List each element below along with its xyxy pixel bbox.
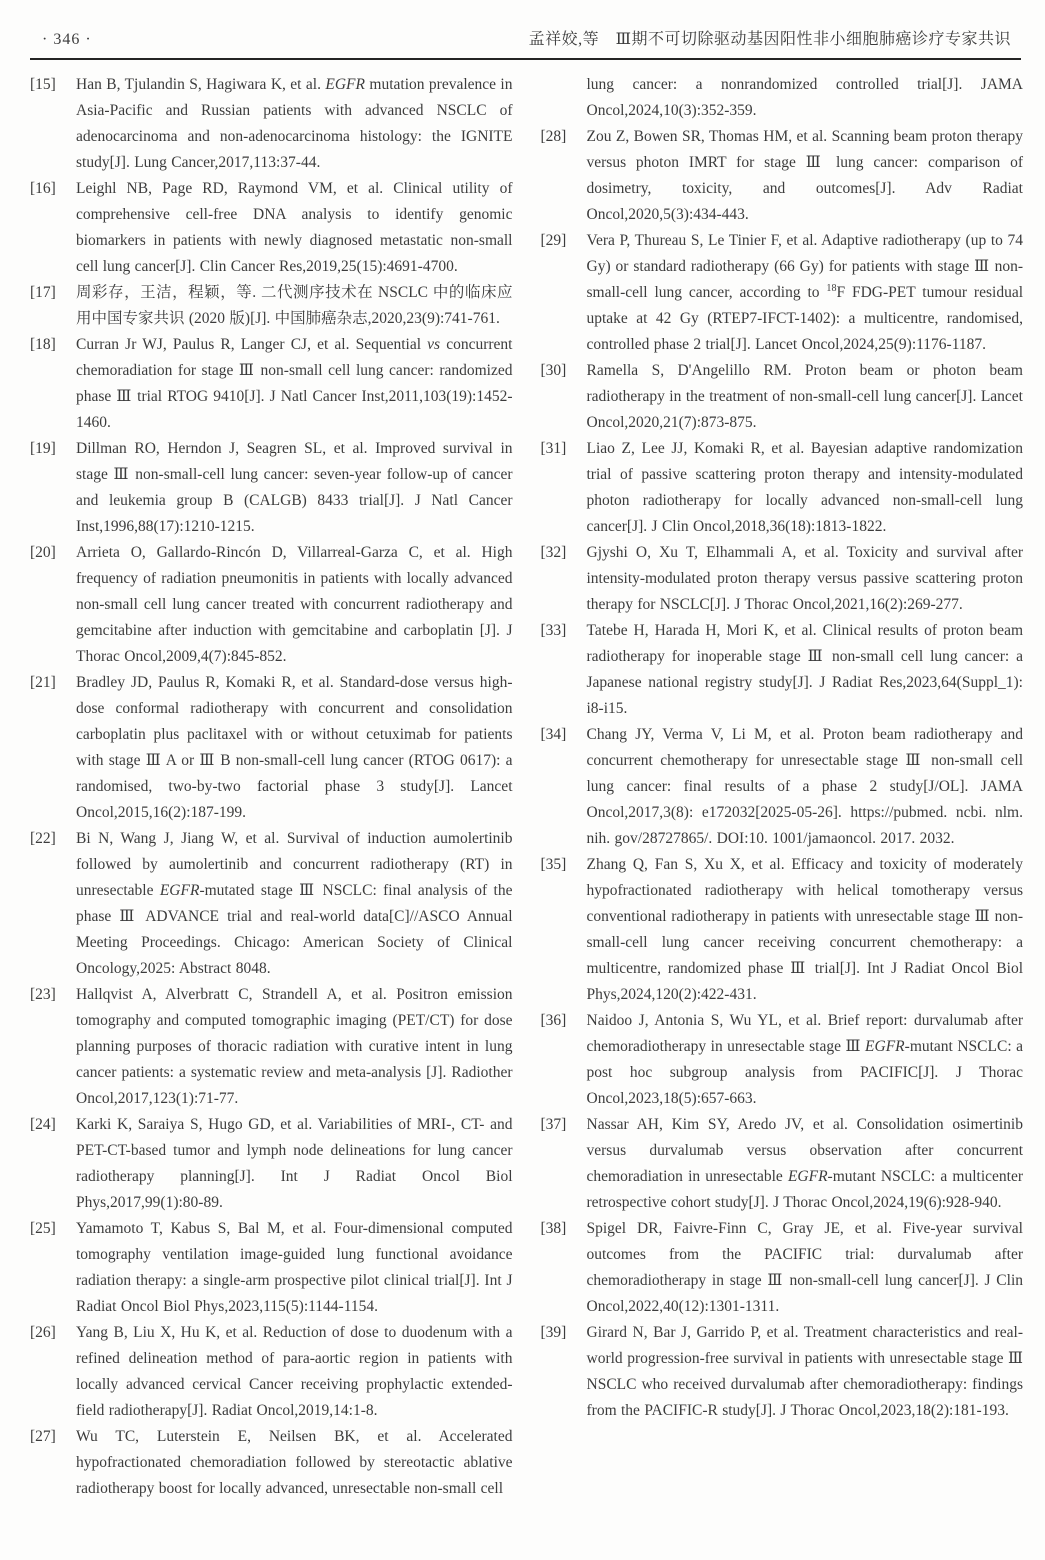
reference-entry xyxy=(30,1424,513,1502)
reference-text: Girard N, Bar J, Garrido P, et al. Treatment characteristics and real-world progression-free survival in patients with unresectable stage Ⅲ NSCLC who received durvalumab after chemoradiotherapy: findings from the PACIFIC-R study[J]. J Thorac Oncol,2023,18(2):181-193. xyxy=(586,1324,1023,1419)
reference-number: [15] xyxy=(30,76,56,93)
reference-number: [38] xyxy=(540,1220,567,1237)
reference-number: [22] xyxy=(30,830,56,847)
reference-entry xyxy=(541,436,1024,540)
reference-text: Nassar AH, Kim SY, Aredo JV, et al. Consolidation osimertinib versus durvalumab versus observation after concurrent chemoradiation in unresectable EGFR-mutant NSCLC: a multicenter retrospective cohort study[J]. J Thorac Oncol,2024,19(6):928-940. xyxy=(586,1116,1023,1211)
reference-entry xyxy=(541,852,1024,1008)
reference-number: [24] xyxy=(30,1116,56,1133)
reference-text: 周彩存，王洁，程颖，等. 二代测序技术在 NSCLC 中的临床应用中国专家共识 (2020 版)[J]. 中国肺癌杂志,2020,23(9):741-761. xyxy=(76,284,513,327)
reference-entry xyxy=(541,540,1024,618)
reference-number: [23] xyxy=(30,986,56,1003)
reference-entry xyxy=(541,618,1024,722)
reference-text: Chang JY, Verma V, Li M, et al. Proton beam radiotherapy and concurrent chemotherapy for unresectable stage Ⅲ non-small cell lung cancer: final results of a phase 2 study[J/OL]. JAMA Oncol,2017,3(8): e172032[2025-05-26]. https://pubmed. ncbi. nlm. nih. gov/28727865/. DOI:10. 1001/jamaoncol. 2017. 2032. xyxy=(586,726,1023,847)
reference-entry xyxy=(541,1216,1024,1320)
reference-entry xyxy=(541,72,1024,124)
reference-number: [29] xyxy=(540,232,567,249)
reference-entry xyxy=(541,1008,1024,1112)
reference-number: [30] xyxy=(540,362,567,379)
reference-number: [25] xyxy=(30,1220,56,1237)
header-rule xyxy=(30,58,1021,60)
references-column-right xyxy=(541,72,1024,1502)
reference-text: Tatebe H, Harada H, Mori K, et al. Clinical results of proton beam radiotherapy for inoperable stage Ⅲ non-small cell lung cancer: a Japanese national registry study[J]. J Radiat Res,2023,64(Suppl_1): i8-i15. xyxy=(586,622,1023,717)
reference-text: Ramella S, D'Angelillo RM. Proton beam or photon beam radiotherapy in the treatment of non-small-cell lung cancer[J]. Lancet Oncol,2020,21(7):873-875. xyxy=(586,362,1023,431)
reference-entry xyxy=(30,670,513,826)
reference-text: Han B, Tjulandin S, Hagiwara K, et al. EGFR mutation prevalence in Asia-Pacific and Russian patients with advanced NSCLC of adenocarcinoma and non-adenocarcinoma histology: the IGNITE study[J]. Lung Cancer,2017,113:37-44. xyxy=(76,76,513,171)
reference-text: Yamamoto T, Kabus S, Bal M, et al. Four-dimensional computed tomography ventilation image-guided lung functional avoidance radiation therapy: a single-arm prospective pilot clinical trial[J]. Int J Radiat Oncol Biol Phys,2023,115(5):1144-1154. xyxy=(76,1220,513,1315)
reference-text: Gjyshi O, Xu T, Elhammali A, et al. Toxicity and survival after intensity-modulated proton therapy versus passive scattering proton therapy for NSCLC[J]. J Thorac Oncol,2021,16(2):269-277. xyxy=(586,544,1023,613)
reference-text: Naidoo J, Antonia S, Wu YL, et al. Brief report: durvalumab after chemoradiotherapy in unresectable stage Ⅲ EGFR-mutant NSCLC: a post hoc subgroup analysis from PACIFIC[J]. J Thorac Oncol,2023,18(5):657-663. xyxy=(586,1012,1023,1107)
reference-entry xyxy=(30,982,513,1112)
reference-text: Wu TC, Luterstein E, Neilsen BK, et al. Accelerated hypofractionated chemoradiation followed by stereotactic ablative radiotherapy boost for locally advanced, unresectable non-small cell xyxy=(76,1428,513,1497)
reference-entry xyxy=(30,436,513,540)
reference-entry xyxy=(541,1320,1024,1424)
reference-entry xyxy=(30,1320,513,1424)
page-header xyxy=(30,20,1023,58)
reference-entry xyxy=(541,722,1024,852)
reference-entry xyxy=(541,1112,1024,1216)
references-column-left xyxy=(30,72,513,1502)
references-section xyxy=(30,72,1023,1502)
reference-text: Bi N, Wang J, Jiang W, et al. Survival of induction aumolertinib followed by aumolertinib and concurrent radiotherapy (RT) in unresectable EGFR-mutated stage Ⅲ NSCLC: final analysis of the phase Ⅲ ADVANCE trial and real-world data[C]//ASCO Annual Meeting Proceedings. Chicago: American Society of Clinical Oncology,2025: Abstract 8048. xyxy=(76,830,513,977)
reference-number: [26] xyxy=(30,1324,56,1341)
reference-number: [35] xyxy=(540,856,567,873)
reference-number: [39] xyxy=(540,1324,567,1341)
reference-text: Hallqvist A, Alverbratt C, Strandell A, et al. Positron emission tomography and computed tomographic imaging (PET/CT) for dose planning purposes of thoracic radiation with curative intent in lung cancer patients: a systematic review and meta-analysis [J]. Radiother Oncol,2017,123(1):71-77. xyxy=(76,986,513,1107)
reference-entry xyxy=(30,826,513,982)
reference-entry xyxy=(30,72,513,176)
running-title: 孟祥姣,等 Ⅲ期不可切除驱动基因阳性非小细胞肺癌诊疗专家共识 xyxy=(528,31,1011,48)
reference-number: [17] xyxy=(30,284,56,301)
reference-entry xyxy=(541,358,1024,436)
reference-number: [28] xyxy=(540,128,567,145)
reference-entry xyxy=(30,540,513,670)
reference-text: Dillman RO, Herndon J, Seagren SL, et al. Improved survival in stage Ⅲ non-small-cell lung cancer: seven-year follow-up of cancer and leukemia group B (CALGB) 8433 trial[J]. J Natl Cancer Inst,1996,88(17):1210-1215. xyxy=(76,440,513,535)
reference-entry xyxy=(541,228,1024,358)
reference-number: [16] xyxy=(30,180,56,197)
reference-number: [20] xyxy=(30,544,56,561)
reference-number: [18] xyxy=(30,336,56,353)
reference-text: lung cancer: a nonrandomized controlled trial[J]. JAMA Oncol,2024,10(3):352-359. xyxy=(586,76,1023,119)
reference-number: [37] xyxy=(540,1116,567,1133)
reference-text: Zou Z, Bowen SR, Thomas HM, et al. Scanning beam proton therapy versus photon IMRT for stage Ⅲ lung cancer: comparison of dosimetry, toxicity, and outcomes[J]. Adv Radiat Oncol,2020,5(3):434-443. xyxy=(586,128,1023,223)
reference-entry xyxy=(30,1216,513,1320)
reference-text: Karki K, Saraiya S, Hugo GD, et al. Variabilities of MRI-, CT- and PET-CT-based tumor and lymph node delineations for lung cancer radiotherapy planning[J]. Int J Radiat Oncol Biol Phys,2017,99(1):80-89. xyxy=(76,1116,513,1211)
reference-text: Curran Jr WJ, Paulus R, Langer CJ, et al. Sequential vs concurrent chemoradiation for stage Ⅲ non-small cell lung cancer: randomized phase Ⅲ trial RTOG 9410[J]. J Natl Cancer Inst,2011,103(19):1452-1460. xyxy=(76,336,513,431)
reference-text: Vera P, Thureau S, Le Tinier F, et al. Adaptive radiotherapy (up to 74 Gy) or standard radiotherapy (66 Gy) for patients with stage Ⅲ non-small-cell lung cancer, according to $^{18}$F FDG-PET tumour residual uptake at 42 Gy (RTEP7-IFCT-1402): a multicentre, randomised, controlled phase 2 trial[J]. Lancet Oncol,2024,25(9):1176-1187. xyxy=(586,232,1023,353)
reference-text: Arrieta O, Gallardo-Rincón D, Villarreal-Garza C, et al. High frequency of radiation pneumonitis in patients with locally advanced non-small cell lung cancer treated with concurrent radiotherapy and gemcitabine after induction with gemcitabine and carboplatin [J]. J Thorac Oncol,2009,4(7):845-852. xyxy=(76,544,513,665)
reference-entry xyxy=(541,124,1024,228)
reference-number: [27] xyxy=(30,1428,56,1445)
reference-number: [32] xyxy=(540,544,567,561)
reference-text: Bradley JD, Paulus R, Komaki R, et al. Standard-dose versus high-dose conformal radiotherapy with concurrent and consolidation carboplatin plus paclitaxel with or without cetuximab for patients with stage Ⅲ A or Ⅲ B non-small-cell lung cancer (RTOG 0617): a randomised, two-by-two factorial phase 3 study[J]. Lancet Oncol,2015,16(2):187-199. xyxy=(76,674,513,821)
reference-entry xyxy=(30,1112,513,1216)
reference-text: Zhang Q, Fan S, Xu X, et al. Efficacy and toxicity of moderately hypofractionated radiotherapy with helical tomotherapy versus conventional radiotherapy in patients with unresectable stage Ⅲ non-small-cell lung cancer receiving concurrent chemotherapy: a multicentre, randomized phase Ⅲ trial[J]. Int J Radiat Oncol Biol Phys,2024,120(2):422-431. xyxy=(586,856,1023,1003)
reference-number: [34] xyxy=(540,726,567,743)
reference-entry xyxy=(30,332,513,436)
reference-entry xyxy=(30,280,513,332)
reference-text: Yang B, Liu X, Hu K, et al. Reduction of dose to duodenum with a refined delineation method of para-aortic region in patients with locally advanced cervical Cancer receiving prophylactic extended-field radiotherapy[J]. Radiat Oncol,2019,14:1-8. xyxy=(76,1324,513,1419)
reference-number: [21] xyxy=(30,674,56,691)
reference-text: Spigel DR, Faivre-Finn C, Gray JE, et al. Five-year survival outcomes from the PACIFIC trial: durvalumab after chemoradiotherapy in stage Ⅲ non-small-cell lung cancer[J]. J Clin Oncol,2022,40(12):1301-1311. xyxy=(586,1220,1023,1315)
reference-number: [33] xyxy=(540,622,567,639)
reference-entry xyxy=(30,176,513,280)
reference-text: Liao Z, Lee JJ, Komaki R, et al. Bayesian adaptive randomization trial of passive scattering proton therapy and intensity-modulated photon radiotherapy for locally advanced non-small-cell lung cancer[J]. J Clin Oncol,2018,36(18):1813-1822. xyxy=(586,440,1023,535)
reference-number: [31] xyxy=(540,440,567,457)
reference-number: [36] xyxy=(540,1012,567,1029)
page-number: · 346 · xyxy=(42,31,92,48)
reference-text: Leighl NB, Page RD, Raymond VM, et al. Clinical utility of comprehensive cell-free DNA analysis to identify genomic biomarkers in patients with newly diagnosed metastatic non-small cell lung cancer[J]. Clin Cancer Res,2019,25(15):4691-4700. xyxy=(76,180,513,275)
reference-number: [19] xyxy=(30,440,56,457)
